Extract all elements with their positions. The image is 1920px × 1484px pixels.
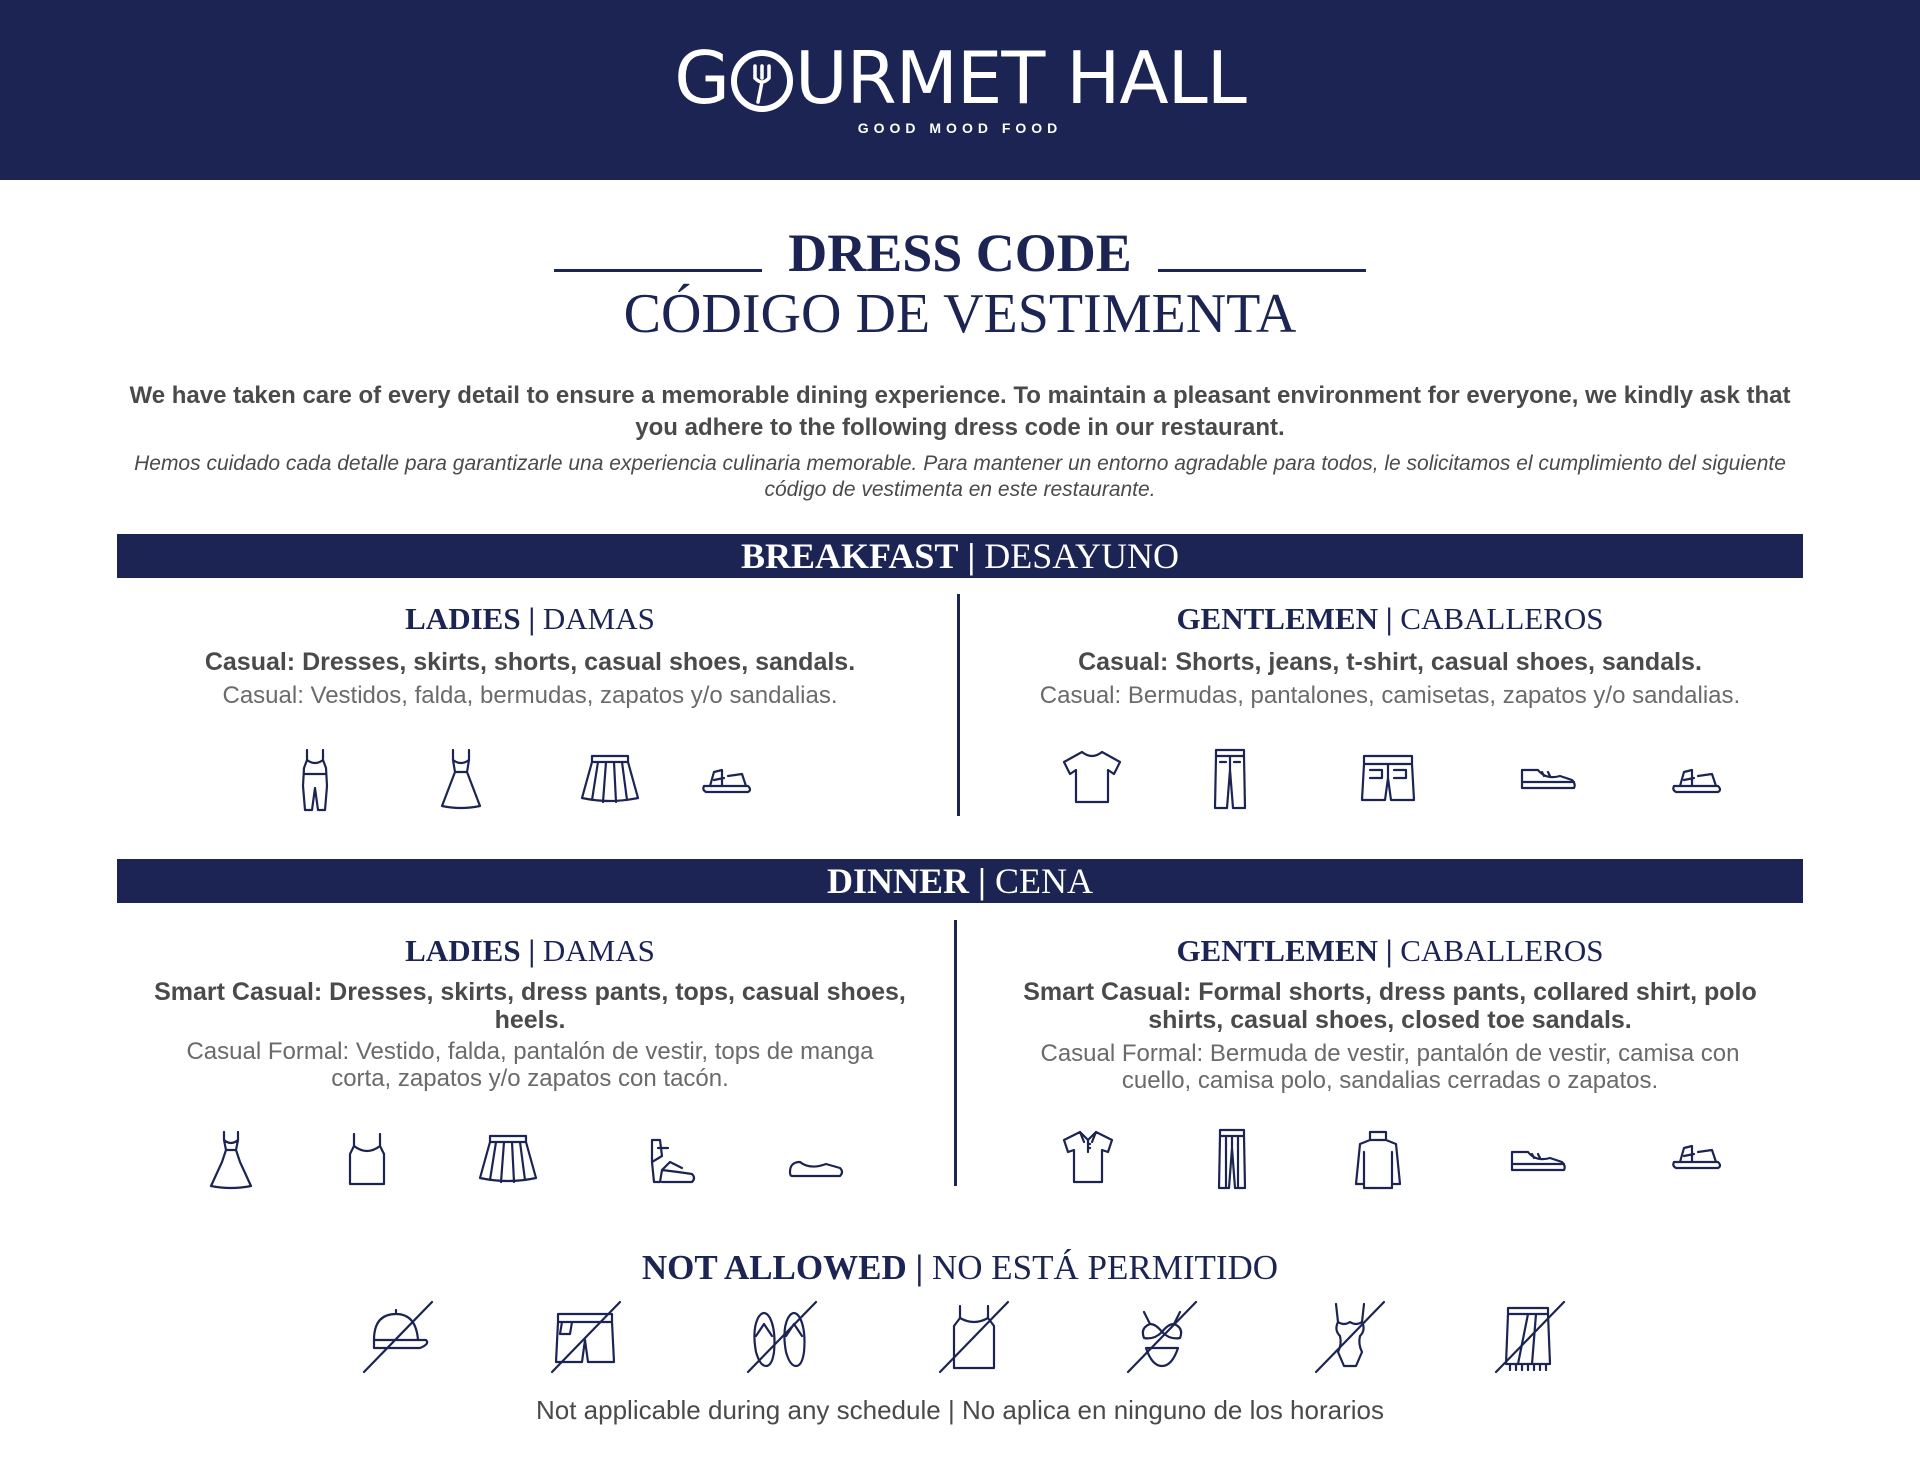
dinner-gentlemen-text-en: Smart Casual: Formal shorts, dress pants, collared shirt, polo shirts, casual shoes, closed toe sandals. (1023, 978, 1757, 1034)
dinner-gentlemen (990, 932, 1790, 1094)
flat-shoe-icon (788, 1156, 844, 1180)
gentlemen-label-en: GENTLEMEN (1176, 601, 1378, 636)
not-allowed-title-en: NOT ALLOWED (641, 1248, 907, 1287)
skirt-icon (580, 754, 640, 804)
dinner-band (117, 859, 1803, 903)
not-allowed-footer-en: Not applicable during any schedule (535, 1395, 941, 1425)
heading-separator: | (915, 1248, 924, 1287)
breakfast-gentlemen (990, 600, 1790, 709)
polo-shirt-icon (1062, 1130, 1114, 1184)
title-line (0, 222, 1920, 284)
gentlemen-label-es: CABALLEROS (1400, 601, 1604, 636)
gown-icon (208, 1130, 254, 1190)
dinner-title-es: CENA (994, 861, 1093, 901)
dinner-separator: | (978, 861, 986, 901)
jumpsuit-icon (296, 748, 334, 812)
heading-separator: | (1385, 933, 1393, 968)
dinner-ladies-text-es: Casual Formal: Vestido, falda, pantalón de vestir, tops de manga corta, zapatos y/o zapatos con tacón. (186, 1038, 874, 1092)
breakfast-title-es: DESAYUNO (984, 536, 1179, 576)
sandal-icon (1672, 766, 1722, 794)
ladies-label-es: DAMAS (542, 601, 655, 636)
breakfast-ladies (130, 600, 930, 709)
logo (0, 38, 1920, 118)
title-block (0, 222, 1920, 346)
dinner-gentlemen-heading (990, 932, 1790, 970)
breakfast-ladies-heading (130, 600, 930, 638)
page-title-es: CÓDIGO DE VESTIMENTA (623, 283, 1297, 345)
sneaker-icon (1520, 762, 1576, 792)
intro-text-es: Hemos cuidado cada detalle para garantizarle una experiencia culinaria memorable. Para mantener un entorno agradable para todos, le solicitamos el cumplimiento del siguiente código de vestimenta en este restaurante. (134, 452, 1786, 501)
dinner-ladies (130, 932, 930, 1092)
breakfast-ladies-text-en: Casual: Dresses, skirts, shorts, casual shoes, sandals. (204, 648, 856, 676)
header-bar (0, 0, 1920, 180)
no-tank-top-icon (936, 1300, 1012, 1374)
breakfast-divider (957, 594, 960, 816)
ladies-label-en: LADIES (405, 601, 521, 636)
shorts-icon (1360, 754, 1416, 804)
sandal-icon (702, 766, 752, 794)
no-bikini-icon (1124, 1300, 1200, 1374)
sweater-icon (1354, 1130, 1402, 1190)
heading-separator: | (528, 933, 536, 968)
not-allowed-footer (0, 1394, 1920, 1426)
title-rule-right (1158, 269, 1366, 272)
dinner-title-en: DINNER (827, 861, 970, 901)
breakfast-ladies-text-es: Casual: Vestidos, falda, bermudas, zapatos y/o sandalias. (222, 682, 838, 709)
tank-top-icon (346, 1132, 388, 1186)
dinner-ladies-heading (130, 932, 930, 970)
heel-icon (648, 1138, 696, 1184)
no-cap-icon (360, 1300, 436, 1374)
dinner-ladies-text-en: Smart Casual: Dresses, skirts, dress pants, tops, casual shoes, heels. (154, 978, 906, 1034)
ladies-label-es: DAMAS (542, 933, 655, 968)
ladies-label-en: LADIES (405, 933, 521, 968)
tagline: GOOD MOOD FOOD (857, 120, 1063, 136)
dress-pants-icon (1216, 1128, 1248, 1190)
heading-separator: | (1385, 601, 1393, 636)
gentlemen-label-en: GENTLEMEN (1176, 933, 1378, 968)
title-rule-left (554, 269, 762, 272)
not-allowed-footer-es: No aplica en ninguno de los horarios (961, 1395, 1384, 1425)
logo-text-left: G (674, 36, 729, 120)
not-allowed-title-es: NO ESTÁ PERMITIDO (931, 1248, 1279, 1287)
breakfast-band (117, 534, 1803, 578)
breakfast-title-en: BREAKFAST (740, 536, 959, 576)
jeans-icon (1212, 748, 1248, 810)
breakfast-gentlemen-text-en: Casual: Shorts, jeans, t-shirt, casual shoes, sandals. (1078, 648, 1702, 676)
tshirt-icon (1062, 750, 1122, 804)
sneaker-icon (1510, 1144, 1566, 1174)
not-allowed-heading (0, 1247, 1920, 1289)
no-sarong-icon (1492, 1300, 1568, 1374)
dinner-gentlemen-text-es: Casual Formal: Bermuda de vestir, pantalón de vestir, camisa con cuello, camisa polo, sandalias cerradas o zapatos. (1040, 1040, 1740, 1094)
breakfast-gentlemen-heading (990, 600, 1790, 638)
fork-icon (731, 50, 793, 112)
skirt-icon (478, 1134, 538, 1184)
no-swim-shorts-icon (548, 1300, 624, 1374)
gentlemen-label-es: CABALLEROS (1400, 933, 1604, 968)
dress-icon (438, 748, 484, 810)
no-flip-flops-icon (744, 1300, 820, 1374)
footer-separator: | (947, 1395, 955, 1425)
heading-separator: | (528, 601, 536, 636)
logo-text-right: URMET HALL (794, 36, 1246, 120)
dinner-divider (954, 920, 957, 1186)
no-swimsuit-icon (1312, 1300, 1388, 1374)
sandal-icon (1672, 1142, 1722, 1170)
intro-text-en: We have taken care of every detail to ensure a memorable dining experience. To maintain a pleasant environment for everyone, we kindly ask that you adhere to the following dress code in our restaurant. (129, 382, 1791, 441)
breakfast-gentlemen-text-es: Casual: Bermudas, pantalones, camisetas, zapatos y/o sandalias. (1039, 682, 1741, 709)
breakfast-separator: | (967, 536, 976, 576)
page-title: DRESS CODE (788, 223, 1132, 283)
